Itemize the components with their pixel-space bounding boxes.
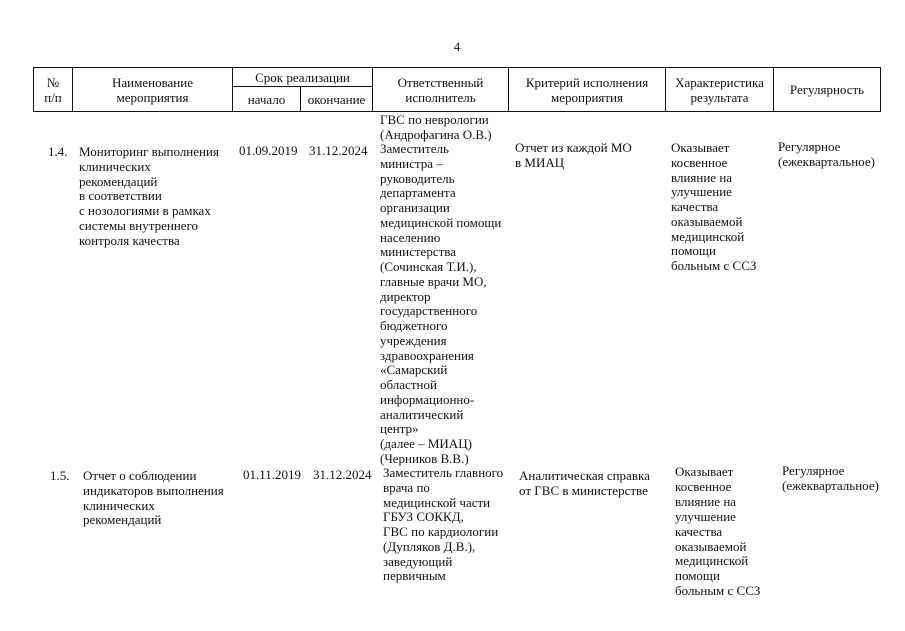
header-end: окончание — [301, 87, 373, 112]
header-criterion: Критерий исполнения мероприятия — [509, 68, 666, 112]
completion-criterion: Аналитическая справка от ГВС в министерстве — [519, 468, 650, 498]
start-date: 01.09.2019 — [239, 143, 298, 158]
header-activity-name: Наименование мероприятия — [73, 68, 233, 112]
regularity: Регулярное (ежеквартальное) — [782, 463, 879, 493]
responsible-continuation: ГВС по неврологии (Андрофагина О.В.) — [380, 112, 492, 142]
header-period: Срок реализации — [233, 68, 373, 87]
regularity: Регулярное (ежеквартальное) — [778, 139, 875, 169]
page-number: 4 — [453, 39, 461, 54]
header-number: № п/п — [34, 68, 73, 112]
activity-name: Мониторинг выполнения клинических рекомендаций в соответствии с нозологиями в рамках системы внутреннего контроля качества — [79, 144, 219, 248]
table-row — [0, 139, 905, 466]
header-result: Характеристика результата — [666, 68, 774, 112]
result-characteristic: Оказывает косвенное влияние на улучшение качества оказываемой медицинской помощи больным с ССЗ — [671, 140, 757, 273]
responsible-executor: Заместитель главного врача по медицинской части ГБУЗ СОККД, ГВС по кардиологии (Дупляков Д.В.), заведующий первичным — [383, 465, 504, 584]
header-responsible: Ответственный исполнитель — [373, 68, 509, 112]
table-row — [0, 463, 905, 599]
table-header — [33, 67, 881, 112]
completion-criterion: Отчет из каждой МО в МИАЦ — [515, 140, 632, 170]
responsible-executor: Заместитель министра – руководитель департамента организации медицинской помощи населению министерства (Сочинская Т.И.), главные врачи МО, директор государственного бюджетного учреждения здравоохранения «Самарский областной информационно- аналитический центр» (далее – МИАЦ) (Черников В.В.) — [380, 141, 502, 466]
result-characteristic: Оказывает косвенное влияние на улучшение качества оказываемой медицинской помощи больным с ССЗ — [675, 464, 761, 599]
row-number: 1.4. — [48, 144, 68, 159]
end-date: 31.12.2024 — [313, 467, 372, 482]
activity-name: Отчет о соблюдении индикаторов выполнения клинических рекомендаций — [83, 468, 224, 528]
header-start: начало — [233, 87, 301, 112]
row-number: 1.5. — [50, 468, 70, 483]
start-date: 01.11.2019 — [243, 467, 302, 482]
header-regularity: Регулярность — [774, 68, 881, 112]
end-date: 31.12.2024 — [309, 143, 368, 158]
